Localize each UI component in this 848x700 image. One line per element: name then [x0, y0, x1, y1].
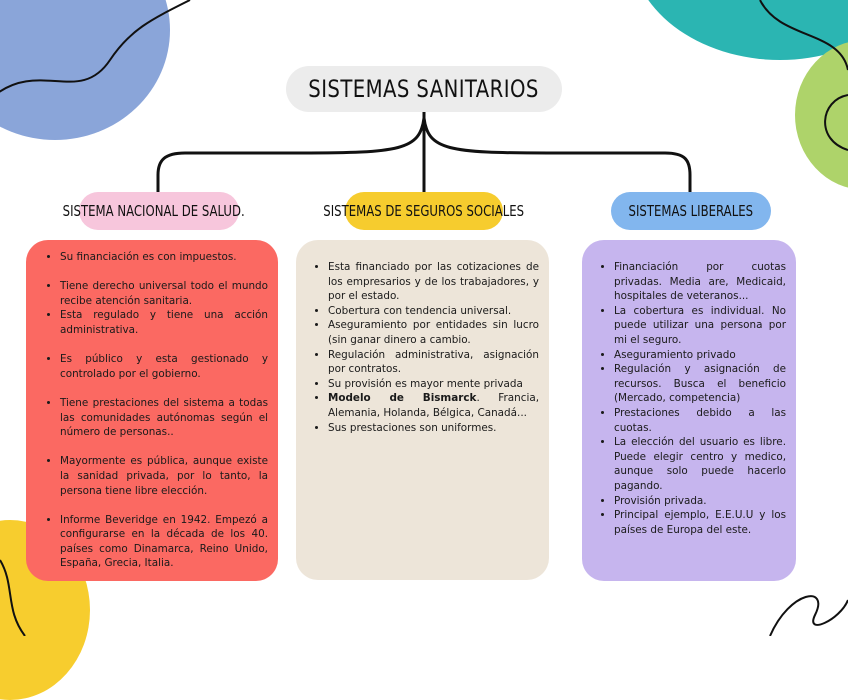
list-sistema-nacional	[40, 250, 268, 571]
list-item: • Financiación por cuotas privadas. Media are, Medicaid, hospitales de veteranos...	[614, 260, 786, 304]
list-item: • Prestaciones debido a las cuotas.	[614, 406, 786, 435]
squiggle-top-left	[0, 0, 190, 95]
list-item: • Esta financiado por las cotizaciones de los empresarios y de los trabajadores, y por el estado.	[328, 260, 539, 304]
list-item: • Es público y esta gestionado y controlado por el gobierno.	[60, 352, 268, 381]
heading-seguros-sociales-text: SISTEMAS DE SEGUROS SOCIALES	[323, 202, 525, 220]
card-sistemas-liberales	[582, 240, 796, 581]
list-item: • Principal ejemplo, E.E.U.U y los países de Europa del este.	[614, 508, 786, 537]
squiggle-top-right	[760, 0, 848, 150]
list-item: • Aseguramiento privado	[614, 348, 786, 363]
list-item: • Su financiación es con impuestos.	[60, 250, 268, 265]
list-item: • Su provisión es mayor mente privada	[328, 377, 539, 392]
heading-sistema-nacional-text: SISTEMA NACIONAL DE SALUD.	[62, 202, 246, 220]
list-item: • La elección del usuario es libre. Puede elegir centro y medico, aunque solo puede hacerlo pagando.	[614, 435, 786, 493]
list-item: • Provisión privada.	[614, 494, 786, 509]
list-item: • La cobertura es individual. No puede utilizar una persona por mi el seguro.	[614, 304, 786, 348]
squiggle-bottom-left	[0, 560, 25, 636]
list-item: • Tiene prestaciones del sistema a todas las comunidades autónomas según el número de personas..	[60, 396, 268, 440]
list-item: • Tiene derecho universal todo el mundo recibe atención sanitaria.	[60, 279, 268, 308]
heading-seguros-sociales	[323, 192, 525, 230]
heading-sistemas-liberales	[611, 192, 771, 230]
main-title	[286, 66, 562, 112]
list-item: • Informe Beveridge en 1942. Empezó a configurarse en la década de los 40. países como Dinamarca, Reino Unido, España, Grecia, Italia.	[60, 513, 268, 571]
list-item: • Aseguramiento por entidades sin lucro (sin ganar dinero a cambio.	[328, 318, 539, 347]
main-title-text: SISTEMAS SANITARIOS	[308, 75, 540, 103]
list-item: • Regulación administrativa, asignación por contratos.	[328, 348, 539, 377]
card-seguros-sociales	[296, 240, 549, 580]
card-sistema-nacional	[26, 240, 278, 581]
list-item: • Sus prestaciones son uniformes.	[328, 421, 539, 436]
connector-left	[158, 118, 424, 200]
list-seguros-sociales	[308, 260, 539, 435]
heading-sistema-nacional	[62, 192, 246, 230]
list-item: • Cobertura con tendencia universal.	[328, 304, 539, 319]
bold-lead: Modelo de Bismarck	[328, 392, 477, 405]
list-item: • Modelo de Bismarck. Francia, Alemania, Holanda, Bélgica, Canadá...	[328, 391, 539, 420]
connector-right	[424, 118, 690, 192]
list-item-text: Francia, Alemania, Holanda, Bélgica, Canadá...	[328, 392, 539, 419]
heading-sistemas-liberales-text: SISTEMAS LIBERALES	[628, 202, 754, 220]
list-item: • Esta regulado y tiene una acción administrativa.	[60, 308, 268, 337]
list-sistemas-liberales	[594, 260, 786, 537]
list-item: • Mayormente es pública, aunque existe la sanidad privada, por lo tanto, la persona tiene libre elección.	[60, 454, 268, 498]
squiggle-bottom-right	[770, 596, 848, 636]
list-item: • Regulación y asignación de recursos. Busca el beneficio (Mercado, competencia)	[614, 362, 786, 406]
